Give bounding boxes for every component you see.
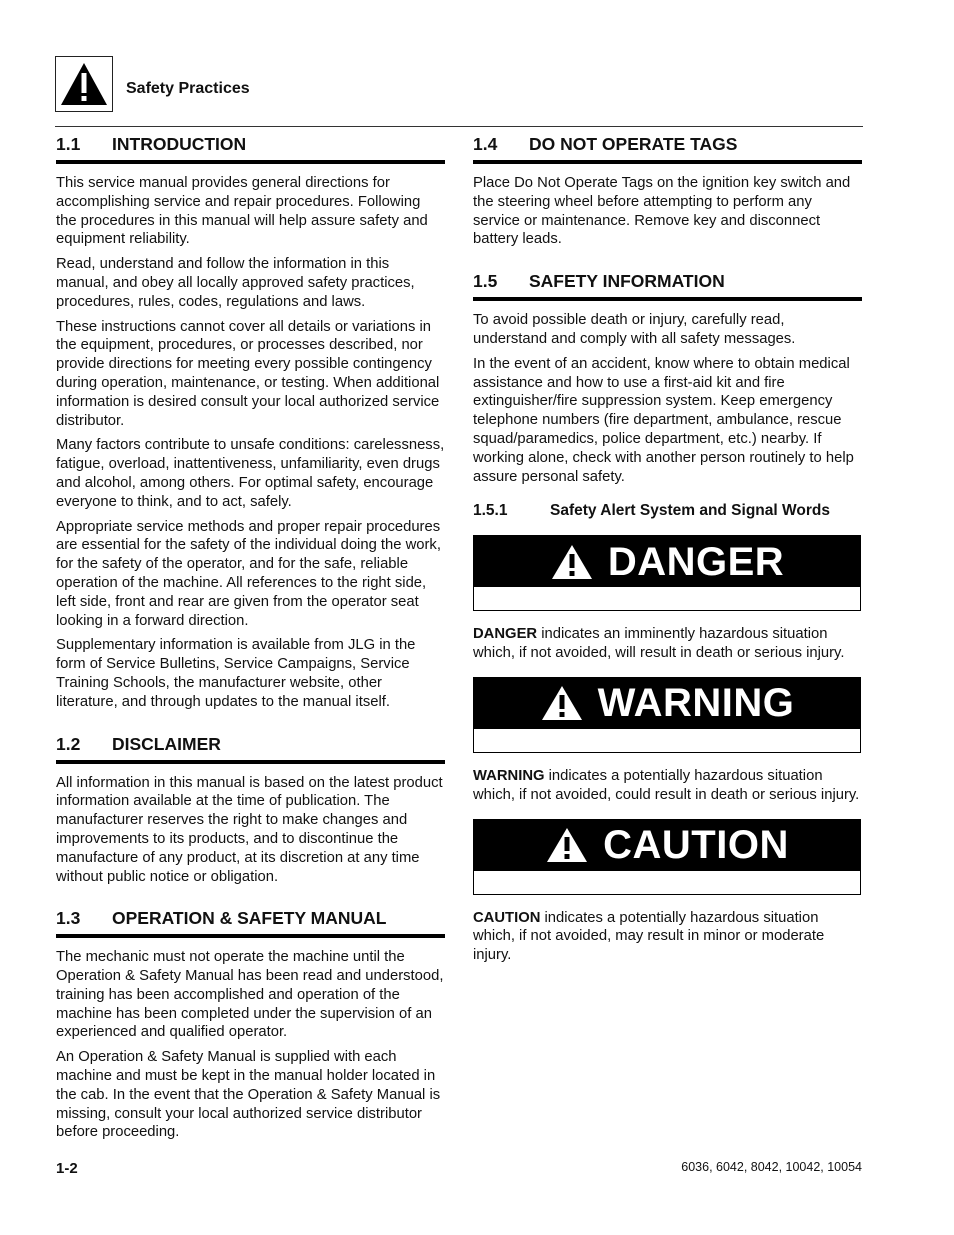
warning-triangle-icon — [550, 543, 594, 581]
paragraph: This service manual provides general directions for accomplishing service and repair procedures. Following the procedures in this manual will help assure safety and equipment reliability. — [56, 175, 428, 248]
danger-signal-panel — [473, 535, 861, 611]
paragraph: These instructions cannot cover all details or variations in the equipment, procedures, or processes described, nor provide directions for meeting every possible contingency during operation, maintenance, or testing. When additional information is desired consult your local authorized service distributor. — [56, 318, 440, 429]
section-number: 1.2 — [56, 733, 81, 754]
header-divider — [55, 126, 863, 127]
paragraph: Place Do Not Operate Tags on the ignition key switch and the steering wheel before attempting to perform any service or maintenance. Remove key and disconnect battery leads. — [473, 175, 851, 248]
section-title: DISCLAIMER — [112, 733, 221, 754]
signal-description — [473, 767, 862, 805]
subsection-number: 1.5.1 — [473, 502, 508, 520]
signal-text: indicates a potentially hazardous situation which, if not avoided, may result in minor or moderate injury. — [473, 909, 825, 964]
section-title: INTRODUCTION — [112, 134, 247, 154]
paragraph: The mechanic must not operate the machine until the Operation & Safety Manual has been read and understood, training has been accomplished and operation of the machine has been completed under the supervision of an experienced and qualified operator. — [56, 949, 444, 1041]
page-number: 1-2 — [56, 1160, 78, 1177]
model-numbers: 6036, 6042, 8042, 10042, 10054 — [681, 1160, 862, 1174]
section-heading-introduction — [56, 134, 445, 164]
subsection-title: Safety Alert System and Signal Words — [550, 502, 830, 520]
signal-description — [473, 625, 862, 663]
left-column — [56, 134, 445, 1148]
section-heading-safety-information — [473, 271, 862, 301]
signal-description — [473, 909, 862, 965]
signal-text: indicates an imminently hazardous situation which, if not avoided, will result in death or serious injury. — [473, 626, 845, 662]
signal-term: CAUTION — [473, 909, 541, 926]
section-number: 1.1 — [56, 134, 81, 154]
signal-word: WARNING — [597, 681, 795, 726]
header-icon-box — [55, 56, 113, 112]
section-heading-disclaimer — [56, 734, 445, 764]
paragraph: In the event of an accident, know where to obtain medical assistance and how to use a first-aid kit and fire extinguisher/fire suppression system. Keep emergency telephone numbers (fire department, ambulance, rescue squad/paramedics, police department, etc.) nearby. If working alone, check with another person routinely to help assure personal safety. — [473, 355, 854, 485]
signal-term: DANGER — [473, 626, 538, 643]
paragraph: All information in this manual is based on the latest product information available at the time of publication. The manufacturer reserves the right to make changes and improvements to its products, and to discontinue the manufacture of any product, at its discretion at any time without public notice or obligation. — [56, 774, 443, 885]
section-heading-do-not-operate-tags — [473, 134, 862, 164]
signal-text: indicates a potentially hazardous situation which, if not avoided, could result in death or serious injury. — [473, 767, 860, 803]
paragraph: To avoid possible death or injury, carefully read, understand and comply with all safety messages. — [473, 312, 796, 347]
section-number: 1.4 — [473, 134, 498, 154]
right-column — [473, 134, 862, 971]
warning-signal-panel — [473, 677, 861, 753]
warning-triangle-icon — [540, 684, 584, 722]
section-title: SAFETY INFORMATION — [529, 271, 725, 292]
paragraph: An Operation & Safety Manual is supplied with each machine and must be kept in the manual holder located in the cab. In the event that the Operation & Safety Manual is missing, consult your local authorized service distributor before proceeding. — [56, 1049, 441, 1141]
paragraph: Appropriate service methods and proper repair procedures are essential for the safety of the individual doing the work, for the safety of the operator, and for the safe, reliable operation of the machine. All references to the right side, left side, front and rear are given from the operator seat looking in a forward direction. — [56, 518, 441, 629]
signal-word: DANGER — [607, 539, 785, 584]
section-title: OPERATION & SAFETY MANUAL — [112, 908, 387, 929]
section-number: 1.3 — [56, 908, 81, 929]
paragraph: Supplementary information is available from JLG in the form of Service Bulletins, Service Campaigns, Service Training Schools, the manufacturer website, other literature, and through updates to the manual itself. — [56, 637, 416, 710]
signal-word: CAUTION — [603, 823, 789, 868]
paragraph: Read, understand and follow the information in this manual, and obey all locally approved safety practices, procedures, rules, codes, regulations and laws. — [56, 256, 415, 310]
warning-triangle-icon — [59, 61, 109, 107]
caution-signal-panel — [473, 819, 861, 895]
signal-term: WARNING — [473, 767, 545, 784]
subsection-heading-safety-alert-system — [473, 502, 862, 520]
section-title: DO NOT OPERATE TAGS — [529, 134, 738, 154]
paragraph: Many factors contribute to unsafe conditions: carelessness, fatigue, overload, inattentiveness, unfamiliarity, even drugs and alcohol, among others. For optimal safety, encourage everyone to think, and to act, safely. — [56, 437, 445, 510]
header-title: Safety Practices — [126, 80, 250, 97]
warning-triangle-icon — [545, 826, 589, 864]
section-number: 1.5 — [473, 271, 498, 292]
section-heading-operation-safety-manual — [56, 908, 445, 938]
